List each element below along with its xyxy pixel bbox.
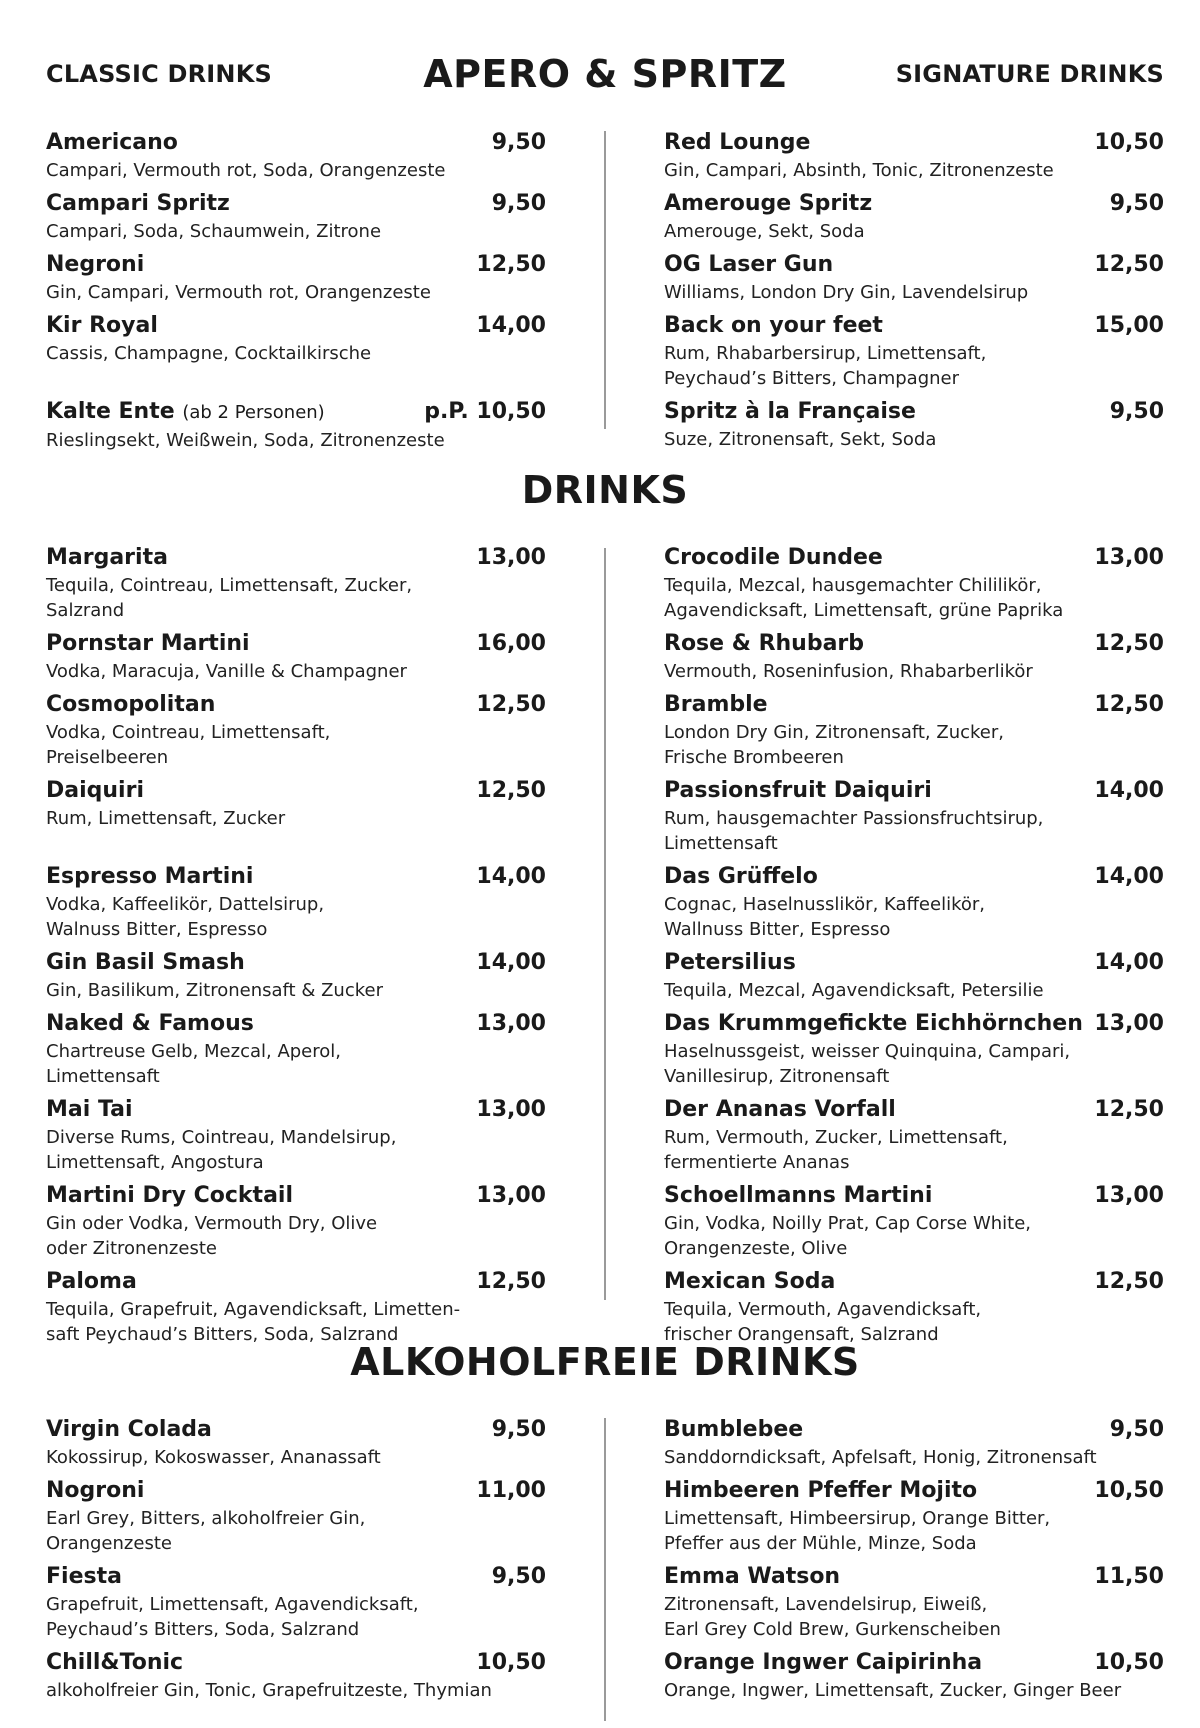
menu-item-description: Rum, Limettensaft, Zucker — [46, 808, 286, 829]
menu-item-price: 9,50 — [491, 130, 546, 155]
menu-item-price: 12,50 — [1094, 252, 1164, 277]
menu-item-description: Orange, Ingwer, Limettensaft, Zucker, Ginger Beer — [664, 1680, 1122, 1701]
menu-item-description: Gin, Campari, Vermouth rot, Orangenzeste — [46, 282, 431, 303]
menu-item-name — [46, 1267, 137, 1297]
menu-item-description: Limettensaft, Himbeersirup, Orange Bitter, Pfeffer aus der Mühle, Minze, Soda — [664, 1508, 1051, 1554]
menu-item-price: 9,50 — [1109, 1417, 1164, 1442]
menu-item-description: Rum, Rhabarbersirup, Limettensaft, Peychaud’s Bitters, Champagner — [664, 343, 987, 389]
menu-item-header — [664, 1648, 1164, 1678]
menu-item-name — [664, 1267, 835, 1297]
menu-item-name-text: Cosmopolitan — [46, 692, 216, 717]
menu-item-name-text: Red Lounge — [664, 130, 811, 155]
menu-item-header — [664, 543, 1164, 573]
menu-item — [664, 1009, 1164, 1095]
menu-item-name — [46, 250, 144, 280]
menu-item-name — [46, 1415, 212, 1445]
menu-item-price: 11,50 — [1094, 1564, 1164, 1589]
menu-item-name — [664, 1181, 932, 1211]
menu-item-price: 10,50 — [476, 1650, 546, 1675]
menu-item-name-text: Gin Basil Smash — [46, 950, 245, 975]
menu-item — [46, 948, 546, 1009]
menu-item-name — [664, 1562, 840, 1592]
menu-item-description: Sanddorndicksaft, Apfelsaft, Honig, Zitronensaft — [664, 1447, 1097, 1468]
menu-item-description: Cassis, Champagne, Cocktailkirsche — [46, 343, 372, 364]
menu-item-description: Grapefruit, Limettensaft, Agavendicksaft, Peychaud’s Bitters, Soda, Salzrand — [46, 1594, 419, 1640]
menu-item-name-text: Margarita — [46, 545, 168, 570]
menu-item-name — [664, 250, 833, 280]
menu-item-header — [46, 1415, 546, 1445]
menu-item-header — [46, 1562, 546, 1592]
menu-item — [664, 189, 1164, 250]
menu-item-name — [664, 311, 883, 341]
menu-item — [46, 128, 546, 189]
menu-item-name — [664, 1095, 896, 1125]
column-divider — [604, 1418, 606, 1721]
menu-item-name — [664, 776, 932, 806]
menu-item-description: London Dry Gin, Zitronensaft, Zucker, Frische Brombeeren — [664, 722, 1004, 768]
menu-item-description: Tequila, Vermouth, Agavendicksaft, frischer Orangensaft, Salzrand — [664, 1299, 982, 1345]
alkoholfrei-right-column — [664, 1415, 1164, 1709]
menu-item-description: Suze, Zitronensaft, Sekt, Soda — [664, 429, 937, 450]
menu-item — [664, 1562, 1164, 1648]
menu-item-header — [46, 1648, 546, 1678]
menu-item-description: Kokossirup, Kokoswasser, Ananassaft — [46, 1447, 381, 1468]
menu-item-name — [46, 1009, 254, 1039]
menu-item-price: 14,00 — [1094, 864, 1164, 889]
menu-item-description: alkoholfreier Gin, Tonic, Grapefruitzeste, Thymian — [46, 1680, 492, 1701]
menu-item-price: 13,00 — [1094, 1183, 1164, 1208]
menu-item-price: 9,50 — [1109, 399, 1164, 424]
menu-item-name — [664, 1009, 1083, 1039]
menu-item-header — [46, 1095, 546, 1125]
apero-spritz-title: APERO & SPRITZ — [423, 52, 787, 96]
menu-item — [46, 862, 546, 948]
menu-item-price: 14,00 — [476, 950, 546, 975]
menu-item-header — [46, 543, 546, 573]
menu-item-description: Gin oder Vodka, Vermouth Dry, Olive oder Zitronenzeste — [46, 1213, 378, 1259]
menu-item-name-text: Das Grüffelo — [664, 864, 818, 889]
menu-item-name-text: Bramble — [664, 692, 768, 717]
menu-item-name-text: Espresso Martini — [46, 864, 254, 889]
menu-item-price: 10,50 — [1094, 1650, 1164, 1675]
menu-item-name — [46, 1648, 183, 1678]
menu-item-price: 11,00 — [476, 1478, 546, 1503]
menu-item — [664, 776, 1164, 862]
menu-item-name-text: Amerouge Spritz — [664, 191, 873, 216]
menu-item-name-text: Orange Ingwer Caipirinha — [664, 1650, 983, 1675]
menu-item — [46, 776, 546, 862]
menu-item-note: (ab 2 Personen) — [182, 402, 325, 423]
menu-item — [46, 250, 546, 311]
menu-item-price: 9,50 — [491, 191, 546, 216]
menu-item-name-text: Mexican Soda — [664, 1269, 836, 1294]
menu-item-name — [664, 862, 818, 892]
menu-item-name-text: Crocodile Dundee — [664, 545, 883, 570]
menu-item-name-text: Spritz à la Française — [664, 399, 916, 424]
menu-item-name — [46, 1095, 133, 1125]
menu-item — [46, 1562, 546, 1648]
menu-item-header — [664, 1415, 1164, 1445]
menu-item — [664, 543, 1164, 629]
drinks-left-column — [46, 543, 546, 1353]
menu-item-description: Williams, London Dry Gin, Lavendelsirup — [664, 282, 1029, 303]
menu-item-name — [46, 629, 250, 659]
menu-item — [46, 1648, 546, 1709]
menu-item-price: 12,50 — [1094, 631, 1164, 656]
menu-item-header — [46, 250, 546, 280]
menu-item-price: 12,50 — [1094, 1097, 1164, 1122]
menu-item-price: 16,00 — [476, 631, 546, 656]
menu-item — [46, 1181, 546, 1267]
menu-item-header — [664, 311, 1164, 341]
menu-item-header — [664, 948, 1164, 978]
menu-item-name-text: Fiesta — [46, 1564, 122, 1589]
menu-item — [664, 311, 1164, 397]
menu-item-description: Cognac, Haselnusslikör, Kaffeelikör, Wallnuss Bitter, Espresso — [664, 894, 986, 940]
menu-item — [46, 629, 546, 690]
menu-item-price: 13,00 — [476, 1183, 546, 1208]
menu-item-description: Rum, Vermouth, Zucker, Limettensaft, fermentierte Ananas — [664, 1127, 1008, 1173]
menu-item-price: 9,50 — [491, 1564, 546, 1589]
menu-item-name — [46, 1181, 293, 1211]
menu-item-description: Tequila, Grapefruit, Agavendicksaft, Limetten- saft Peychaud’s Bitters, Soda, Salzrand — [46, 1299, 461, 1345]
menu-item-price: 12,50 — [476, 1269, 546, 1294]
menu-item — [46, 397, 546, 459]
menu-item-header — [664, 1562, 1164, 1592]
menu-item-header — [664, 690, 1164, 720]
menu-item-description: Campari, Vermouth rot, Soda, Orangenzeste — [46, 160, 446, 181]
signature-drinks-column — [664, 128, 1164, 459]
menu-item-name-text: OG Laser Gun — [664, 252, 834, 277]
menu-item-description: Vodka, Cointreau, Limettensaft, Preiselbeeren — [46, 722, 331, 768]
menu-item-name — [664, 1648, 982, 1678]
classic-drinks-heading: CLASSIC DRINKS — [46, 60, 272, 88]
menu-item-name — [46, 1476, 144, 1506]
menu-item-name-text: Pornstar Martini — [46, 631, 250, 656]
menu-item-name-text: Himbeeren Pfeffer Mojito — [664, 1478, 978, 1503]
menu-item-price: 13,00 — [1094, 545, 1164, 570]
menu-item-description: Rieslingsekt, Weißwein, Soda, Zitronenzeste — [46, 430, 445, 451]
menu-item-price: 12,50 — [476, 692, 546, 717]
menu-item-description: Haselnussgeist, weisser Quinquina, Campari, Vanillesirup, Zitronensaft — [664, 1041, 1071, 1087]
menu-item-price: 13,00 — [476, 545, 546, 570]
menu-item-header — [664, 629, 1164, 659]
menu-item-name — [664, 1476, 977, 1506]
menu-item-name-text: Chill&Tonic — [46, 1650, 184, 1675]
menu-item-name-text: Naked & Famous — [46, 1011, 254, 1036]
menu-item-header — [664, 862, 1164, 892]
menu-item-header — [664, 1095, 1164, 1125]
menu-item-header — [46, 128, 546, 158]
menu-item-name — [46, 128, 178, 158]
menu-item-price: 14,00 — [476, 313, 546, 338]
menu-item-price: p.P. 10,50 — [424, 399, 546, 424]
menu-item-description: Amerouge, Sekt, Soda — [664, 221, 865, 242]
menu-item-description: Tequila, Mezcal, hausgemachter Chililikör, Agavendicksaft, Limettensaft, grüne Paprika — [664, 575, 1064, 621]
menu-item — [664, 1095, 1164, 1181]
menu-item-header — [664, 397, 1164, 427]
menu-item-name-text: Passionsfruit Daiquiri — [664, 778, 932, 803]
signature-drinks-heading: SIGNATURE DRINKS — [895, 60, 1164, 88]
menu-item-header — [664, 1267, 1164, 1297]
menu-item — [664, 1181, 1164, 1267]
menu-item — [664, 1415, 1164, 1476]
menu-item-header — [46, 1181, 546, 1211]
menu-item-name-text: Der Ananas Vorfall — [664, 1097, 896, 1122]
menu-item-name-text: Rose & Rhubarb — [664, 631, 865, 656]
menu-item-name — [664, 690, 768, 720]
menu-item — [664, 862, 1164, 948]
menu-item-name-text: Petersilius — [664, 950, 796, 975]
menu-item-description: Vodka, Kaffeelikör, Dattelsirup, Walnuss Bitter, Espresso — [46, 894, 325, 940]
menu-item-name — [46, 776, 144, 806]
menu-item — [46, 1095, 546, 1181]
menu-item-header — [664, 776, 1164, 806]
menu-item-name — [664, 1415, 803, 1445]
menu-item-name-text: Nogroni — [46, 1478, 145, 1503]
menu-item-name — [664, 948, 796, 978]
menu-item-price: 12,50 — [476, 252, 546, 277]
menu-item-header — [664, 189, 1164, 219]
menu-item — [46, 189, 546, 250]
classic-drinks-column — [46, 128, 546, 459]
menu-item-name-text: Daiquiri — [46, 778, 144, 803]
menu-item — [664, 629, 1164, 690]
menu-item-description: Zitronensaft, Lavendelsirup, Eiweiß, Earl Grey Cold Brew, Gurkenscheiben — [664, 1594, 1001, 1640]
menu-item-price: 12,50 — [476, 778, 546, 803]
menu-item-description: Vermouth, Roseninfusion, Rhabarberlikör — [664, 661, 1033, 682]
menu-item-name-text: Das Krummgefickte Eichhörnchen — [664, 1011, 1083, 1036]
menu-item-name-text: Kir Royal — [46, 313, 158, 338]
menu-item-name — [664, 397, 916, 427]
menu-item-header — [46, 948, 546, 978]
menu-item-name-text: Schoellmanns Martini — [664, 1183, 933, 1208]
menu-item-description: Earl Grey, Bitters, alkoholfreier Gin, Orangenzeste — [46, 1508, 366, 1554]
menu-item — [46, 1009, 546, 1095]
menu-item-header — [46, 1267, 546, 1297]
menu-item-name — [664, 629, 864, 659]
menu-item-header — [46, 776, 546, 806]
menu-item-name-text: Kalte Ente — [46, 399, 175, 424]
menu-item-price: 12,50 — [1094, 1269, 1164, 1294]
menu-item-description: Gin, Campari, Absinth, Tonic, Zitronenzeste — [664, 160, 1054, 181]
menu-item-name-text: Paloma — [46, 1269, 137, 1294]
menu-item-description: Chartreuse Gelb, Mezcal, Aperol, Limettensaft — [46, 1041, 341, 1087]
menu-item-price: 12,50 — [1094, 692, 1164, 717]
menu-item — [46, 690, 546, 776]
menu-item-description: Campari, Soda, Schaumwein, Zitrone — [46, 221, 382, 242]
menu-item — [46, 311, 546, 397]
menu-item-header — [46, 311, 546, 341]
menu-item-name — [46, 690, 215, 720]
menu-item-name — [46, 311, 158, 341]
menu-item-price: 14,00 — [1094, 950, 1164, 975]
menu-item-name — [664, 543, 883, 573]
menu-item-header — [664, 250, 1164, 280]
menu-item — [46, 1415, 546, 1476]
menu-item-name-text: Americano — [46, 130, 178, 155]
menu-item-header — [46, 862, 546, 892]
menu-item — [664, 948, 1164, 1009]
menu-item-header — [664, 128, 1164, 158]
menu-item — [664, 397, 1164, 459]
menu-item-name-text: Martini Dry Cocktail — [46, 1183, 293, 1208]
menu-item-price: 15,00 — [1094, 313, 1164, 338]
menu-item-name — [46, 397, 325, 428]
menu-item — [46, 1476, 546, 1562]
menu-item-header — [46, 690, 546, 720]
menu-item-name-text: Campari Spritz — [46, 191, 230, 216]
menu-item-name-text: Back on your feet — [664, 313, 883, 338]
menu-item-price: 14,00 — [476, 864, 546, 889]
menu-item-description: Gin, Basilikum, Zitronensaft & Zucker — [46, 980, 383, 1001]
column-divider — [604, 548, 606, 1300]
menu-item-price: 14,00 — [1094, 778, 1164, 803]
menu-item-name — [664, 189, 872, 219]
menu-item-name-text: Negroni — [46, 252, 145, 277]
menu-item-price: 9,50 — [1109, 191, 1164, 216]
menu-item-description: Gin, Vodka, Noilly Prat, Cap Corse White, Orangenzeste, Olive — [664, 1213, 1032, 1259]
menu-item-header — [46, 189, 546, 219]
column-divider — [604, 131, 606, 429]
menu-item-price: 10,50 — [1094, 130, 1164, 155]
menu-item-name-text: Virgin Colada — [46, 1417, 212, 1442]
menu-item — [664, 250, 1164, 311]
menu-item-header — [46, 397, 546, 428]
drinks-right-column — [664, 543, 1164, 1353]
menu-item-price: 10,50 — [1094, 1478, 1164, 1503]
menu-item — [664, 1476, 1164, 1562]
menu-item-header — [46, 1009, 546, 1039]
menu-item-name — [46, 862, 253, 892]
menu-item-name-text: Mai Tai — [46, 1097, 133, 1122]
menu-item-price: 9,50 — [491, 1417, 546, 1442]
menu-item-name — [46, 948, 245, 978]
alkoholfreie-drinks-title: ALKOHOLFREIE DRINKS — [350, 1340, 860, 1384]
menu-item-header — [664, 1009, 1164, 1039]
menu-item-name-text: Bumblebee — [664, 1417, 804, 1442]
menu-item — [46, 543, 546, 629]
menu-item-description: Tequila, Mezcal, Agavendicksaft, Petersilie — [664, 980, 1044, 1001]
menu-item-name — [46, 543, 168, 573]
menu-item — [664, 690, 1164, 776]
menu-item — [664, 128, 1164, 189]
menu-item-price: 13,00 — [1094, 1011, 1164, 1036]
menu-item-price: 13,00 — [476, 1097, 546, 1122]
menu-item-header — [664, 1181, 1164, 1211]
menu-item — [664, 1648, 1164, 1709]
menu-item-description: Diverse Rums, Cointreau, Mandelsirup, Limettensaft, Angostura — [46, 1127, 397, 1173]
drinks-title: DRINKS — [521, 468, 689, 512]
menu-item-name-text: Emma Watson — [664, 1564, 841, 1589]
menu-item-name — [664, 128, 810, 158]
menu-item-description: Vodka, Maracuja, Vanille & Champagner — [46, 661, 407, 682]
menu-item-header — [46, 629, 546, 659]
menu-item-description: Tequila, Cointreau, Limettensaft, Zucker, Salzrand — [46, 575, 413, 621]
menu-item-header — [46, 1476, 546, 1506]
menu-item-name — [46, 189, 230, 219]
menu-item-header — [664, 1476, 1164, 1506]
menu-item-price: 13,00 — [476, 1011, 546, 1036]
menu-item-name — [46, 1562, 122, 1592]
menu-item-description: Rum, hausgemachter Passionsfruchtsirup, Limettensaft — [664, 808, 1044, 854]
alkoholfrei-left-column — [46, 1415, 546, 1709]
